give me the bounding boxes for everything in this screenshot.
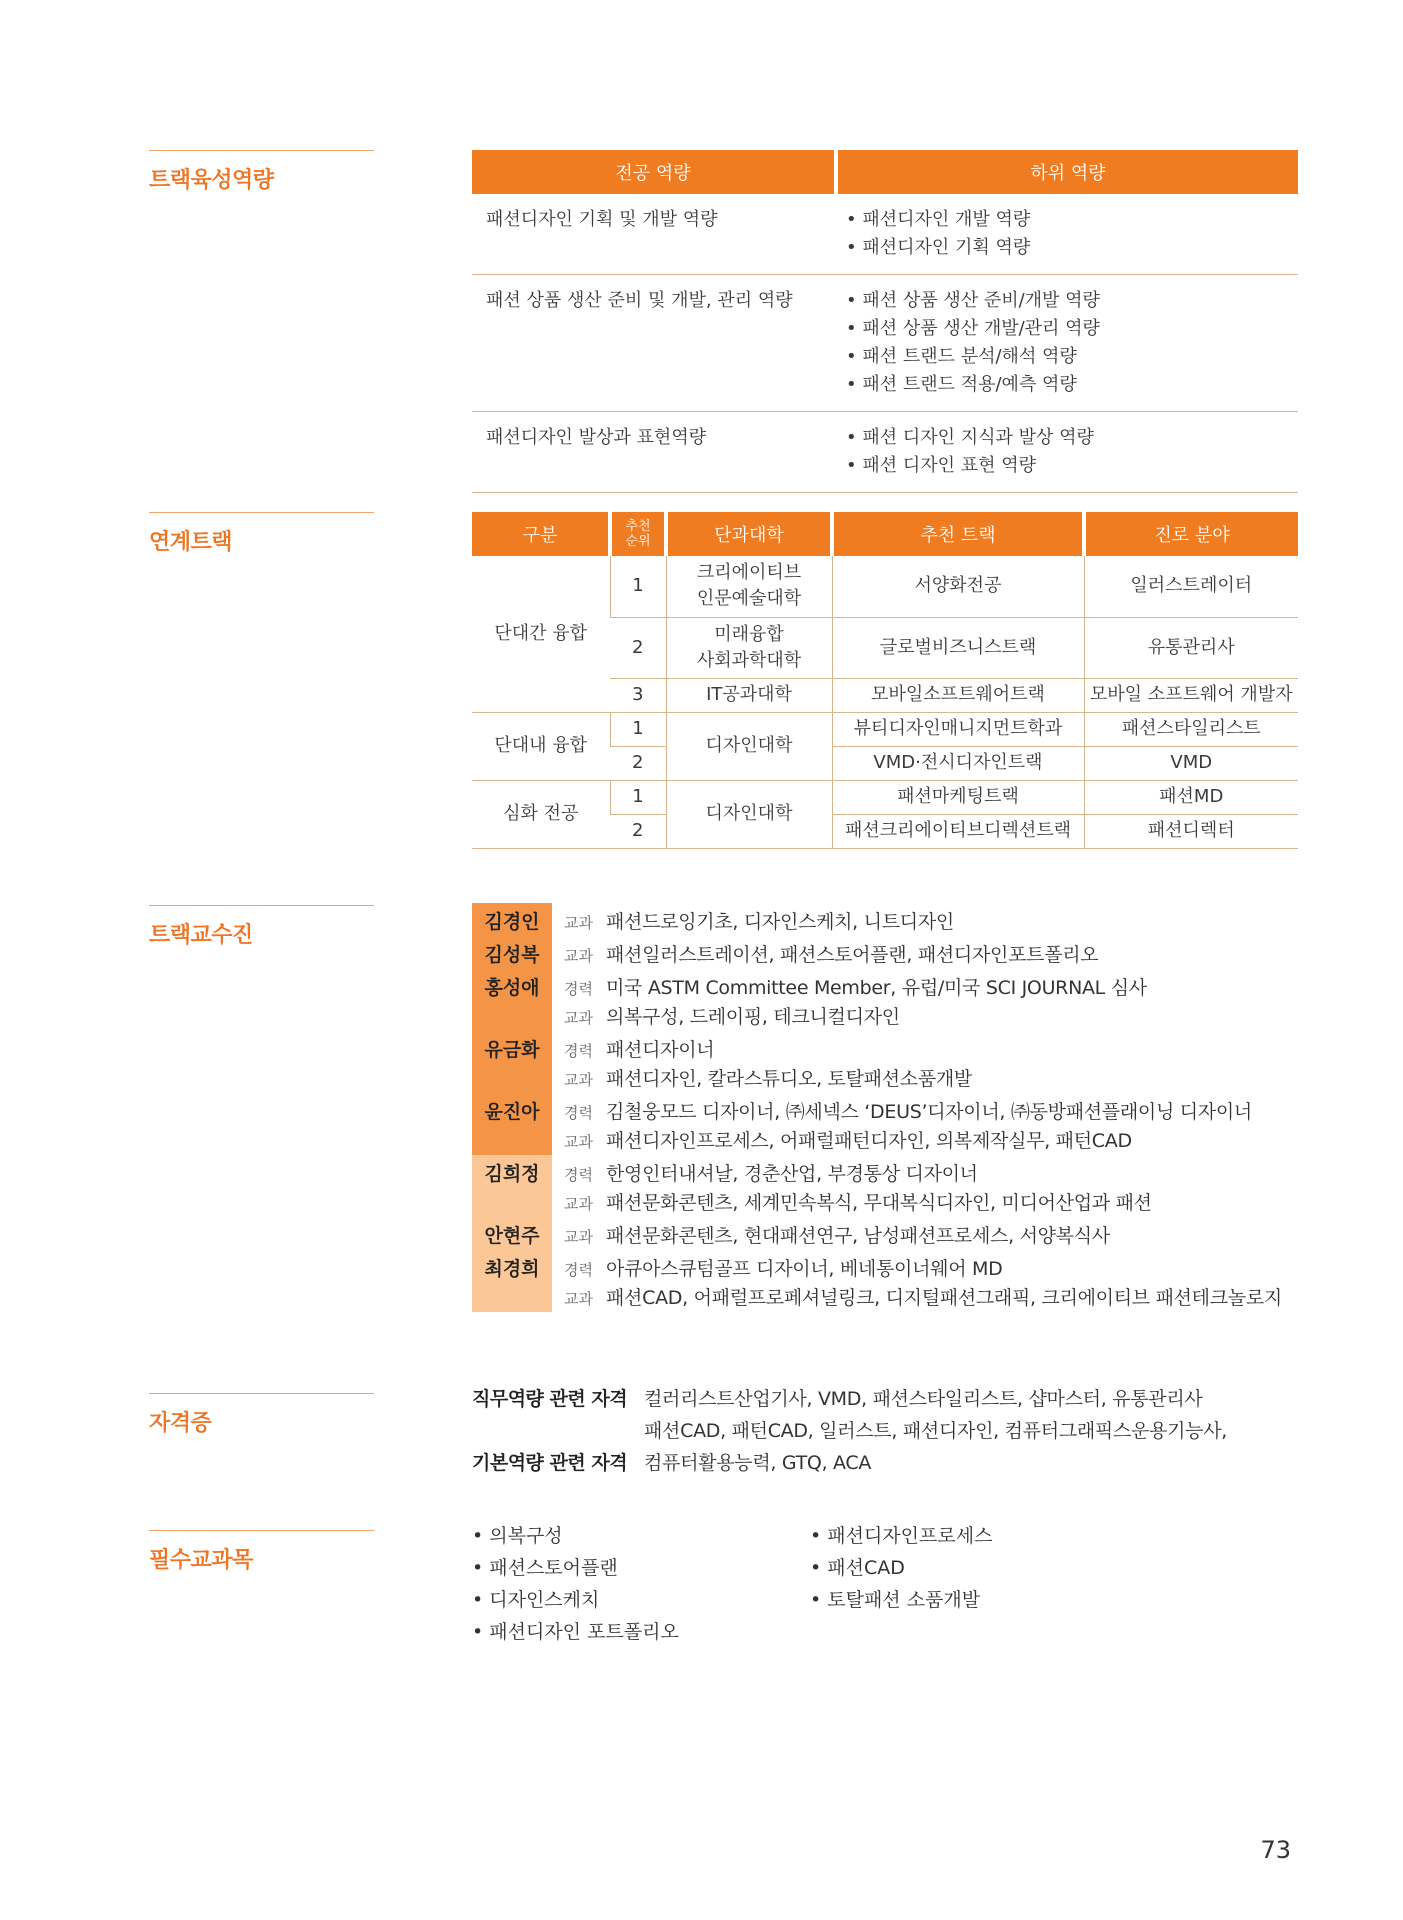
required-courses-right — [810, 1520, 992, 1616]
college-cell: 디자인대학 — [666, 712, 832, 780]
sub-competency-item: • 패션 상품 생산 개발/관리 역량 — [846, 318, 1100, 339]
competency-table — [472, 150, 1298, 493]
header-track: 추천 트랙 — [832, 512, 1084, 556]
faculty-detail: 한영인터내셔날, 경춘산업, 부경통상 디자이너 — [606, 1163, 978, 1185]
college-cell: 디자인대학 — [666, 780, 832, 848]
track-cell: 뷰티디자인매니지먼트학과 — [832, 712, 1084, 746]
required-courses-left — [472, 1520, 679, 1648]
faculty-tag: 경력 — [564, 1261, 593, 1279]
sub-competency-item: • 패션 디자인 지식과 발상 역량 — [846, 427, 1094, 448]
rank-cell: 1 — [610, 780, 666, 814]
track-cell: 글로벌비즈니스트랙 — [832, 617, 1084, 678]
section-label-required-courses: 필수교과목 — [149, 1530, 374, 1574]
sub-competency-item: • 패션 트랜드 분석/해석 역량 — [846, 346, 1077, 367]
sub-competency-item: • 패션 상품 생산 준비/개발 역량 — [846, 290, 1100, 311]
section-label-competency: 트랙육성역량 — [149, 150, 374, 194]
college-cell: IT공과대학 — [666, 678, 832, 712]
basic-cert-label: 기본역량 관련 자격 — [472, 1452, 628, 1474]
faculty-tag: 경력 — [564, 1042, 593, 1060]
rank-cell: 3 — [610, 678, 666, 712]
sub-competency-item: • 패션 트랜드 적용/예측 역량 — [846, 374, 1077, 395]
table-row — [472, 275, 1298, 412]
table-row — [472, 412, 1298, 493]
sub-competency-list — [836, 194, 1298, 275]
faculty-tag: 교과 — [564, 914, 593, 932]
faculty-name: 김성복 — [472, 936, 552, 969]
header-sub-competency: 하위 역량 — [836, 150, 1298, 194]
list-item: • 패션디자인프로세스 — [810, 1525, 993, 1547]
faculty-row — [472, 1031, 1312, 1093]
section-label-linked-track: 연계트랙 — [149, 512, 374, 556]
career-cell: VMD — [1084, 746, 1298, 780]
job-cert-value: 패션CAD, 패턴CAD, 일러스트, 패션디자인, 컴퓨터그래픽스운용기능사, — [644, 1420, 1227, 1442]
faculty-detail: 아큐아스큐텀골프 디자이너, 베네통이너웨어 MD — [606, 1258, 1003, 1280]
faculty-detail: 패션문화콘텐츠, 세계민속복식, 무대복식디자인, 미디어산업과 패션 — [606, 1192, 1152, 1214]
list-item: • 패션디자인 포트폴리오 — [472, 1621, 679, 1643]
section-label-certificate: 자격증 — [149, 1393, 374, 1437]
college-cell: 크리에이티브 인문예술대학 — [666, 556, 832, 617]
faculty-row — [472, 1250, 1312, 1312]
rank-cell: 2 — [610, 617, 666, 678]
header-rank: 추천 순위 — [610, 512, 666, 556]
header-college: 단과대학 — [666, 512, 832, 556]
faculty-detail: 패션디자인프로세스, 어패럴패턴디자인, 의복제작실무, 패턴CAD — [606, 1130, 1132, 1152]
faculty-row — [472, 1155, 1312, 1217]
faculty-list — [472, 903, 1312, 1312]
faculty-tag: 교과 — [564, 1133, 593, 1151]
category-cell: 단대간 융합 — [472, 556, 610, 712]
sub-competency-list — [836, 412, 1298, 493]
faculty-name: 최경희 — [472, 1250, 552, 1312]
list-item: • 디자인스케치 — [472, 1589, 600, 1611]
major-competency: 패션 상품 생산 준비 및 개발, 관리 역량 — [472, 275, 836, 412]
faculty-row — [472, 936, 1312, 969]
faculty-detail: 패션디자인, 칼라스튜디오, 토탈패션소품개발 — [606, 1068, 972, 1090]
faculty-detail: 미국 ASTM Committee Member, 유럽/미국 SCI JOURNAL 심사 — [606, 977, 1147, 999]
faculty-name: 안현주 — [472, 1217, 552, 1250]
career-cell: 모바일 소프트웨어 개발자 — [1084, 678, 1298, 712]
faculty-name: 윤진아 — [472, 1093, 552, 1155]
sub-competency-item: • 패션 디자인 표현 역량 — [846, 455, 1036, 476]
faculty-detail: 김철웅모드 디자이너, ㈜세넥스 ‘DEUS’디자이너, ㈜동방패션플래이닝 디자이너 — [606, 1101, 1252, 1123]
sub-competency-item: • 패션디자인 개발 역량 — [846, 209, 1031, 230]
sub-competency-list — [836, 275, 1298, 412]
sub-competency-item: • 패션디자인 기획 역량 — [846, 237, 1031, 258]
faculty-tag: 교과 — [564, 1195, 593, 1213]
faculty-tag: 교과 — [564, 1009, 593, 1027]
table-row — [472, 194, 1298, 275]
faculty-tag: 경력 — [564, 980, 593, 998]
header-category: 구분 — [472, 512, 610, 556]
college-cell: 미래융합 사회과학대학 — [666, 617, 832, 678]
section-label-faculty: 트랙교수진 — [149, 905, 374, 949]
faculty-name: 김희정 — [472, 1155, 552, 1217]
faculty-name: 홍성애 — [472, 969, 552, 1031]
faculty-tag: 경력 — [564, 1104, 593, 1122]
faculty-tag: 교과 — [564, 947, 593, 965]
list-item: • 패션CAD — [810, 1557, 905, 1579]
major-competency: 패션디자인 기획 및 개발 역량 — [472, 194, 836, 275]
faculty-row — [472, 1093, 1312, 1155]
rank-cell: 2 — [610, 814, 666, 848]
career-cell: 패션디렉터 — [1084, 814, 1298, 848]
faculty-row — [472, 1217, 1312, 1250]
track-cell: 패션크리에이티브디렉션트랙 — [832, 814, 1084, 848]
list-item: • 의복구성 — [472, 1525, 563, 1547]
linked-track-table — [472, 512, 1298, 849]
faculty-detail: 패션디자이너 — [606, 1039, 715, 1061]
faculty-detail: 패션문화콘텐츠, 현대패션연구, 남성패션프로세스, 서양복식사 — [606, 1225, 1110, 1247]
track-cell: VMD·전시디자인트랙 — [832, 746, 1084, 780]
career-cell: 일러스트레이터 — [1084, 556, 1298, 617]
header-career: 진로 분야 — [1084, 512, 1298, 556]
header-major-competency: 전공 역량 — [472, 150, 836, 194]
faculty-detail: 패션드로잉기초, 디자인스케치, 니트디자인 — [606, 911, 954, 933]
page-number: 73 — [1260, 1836, 1291, 1864]
table-row — [472, 780, 1298, 814]
rank-cell: 1 — [610, 712, 666, 746]
faculty-detail: 의복구성, 드레이핑, 테크니컬디자인 — [606, 1006, 900, 1028]
list-item: • 패션스토어플랜 — [472, 1557, 618, 1579]
career-cell: 패션MD — [1084, 780, 1298, 814]
faculty-detail: 패션CAD, 어패럴프로페셔널링크, 디지털패션그래픽, 크리에이티브 패션테크놀로지 — [606, 1287, 1282, 1309]
rank-cell: 2 — [610, 746, 666, 780]
faculty-tag: 교과 — [564, 1071, 593, 1089]
major-competency: 패션디자인 발상과 표현역량 — [472, 412, 836, 493]
rank-cell: 1 — [610, 556, 666, 617]
job-cert-value: 컬러리스트산업기사, VMD, 패션스타일리스트, 샵마스터, 유통관리사 — [644, 1388, 1203, 1410]
faculty-detail: 패션일러스트레이션, 패션스토어플랜, 패션디자인포트폴리오 — [606, 944, 1099, 966]
faculty-row — [472, 903, 1312, 936]
certificate-block — [472, 1383, 1227, 1479]
table-row — [472, 556, 1298, 617]
list-item: • 토탈패션 소품개발 — [810, 1589, 981, 1611]
track-cell: 모바일소프트웨어트랙 — [832, 678, 1084, 712]
faculty-tag: 교과 — [564, 1228, 593, 1246]
faculty-name: 김경인 — [472, 903, 552, 936]
faculty-tag: 교과 — [564, 1290, 593, 1308]
basic-cert-value: 컴퓨터활용능력, GTQ, ACA — [644, 1452, 872, 1474]
track-cell: 서양화전공 — [832, 556, 1084, 617]
faculty-name: 유금화 — [472, 1031, 552, 1093]
track-cell: 패션마케팅트랙 — [832, 780, 1084, 814]
table-row — [472, 712, 1298, 746]
category-cell: 단대내 융합 — [472, 712, 610, 780]
category-cell: 심화 전공 — [472, 780, 610, 848]
faculty-tag: 경력 — [564, 1166, 593, 1184]
job-cert-label: 직무역량 관련 자격 — [472, 1388, 628, 1410]
faculty-row — [472, 969, 1312, 1031]
career-cell: 패션스타일리스트 — [1084, 712, 1298, 746]
career-cell: 유통관리사 — [1084, 617, 1298, 678]
